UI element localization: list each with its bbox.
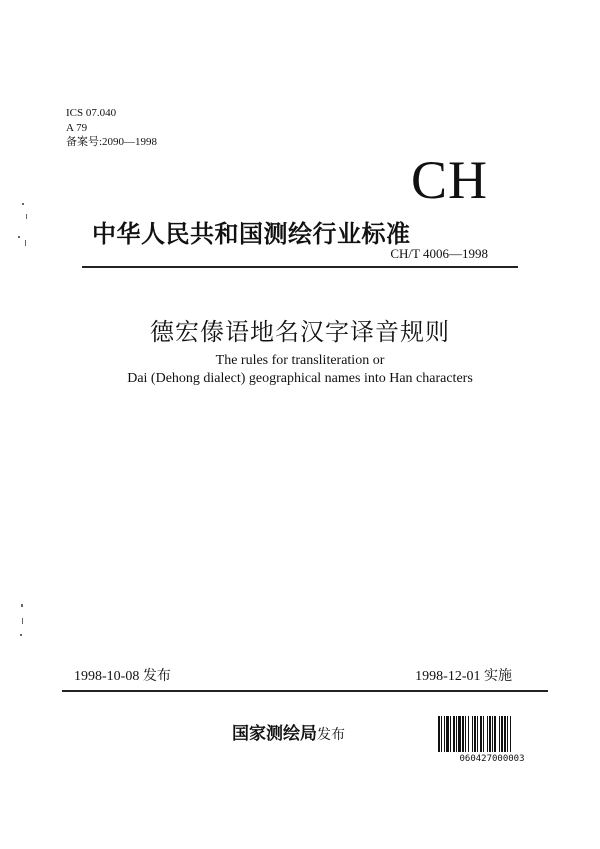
footer-divider [62,690,548,692]
barcode-bar [441,716,442,752]
barcode-number: 060427000003 [459,754,525,764]
barcode-bars [436,716,548,752]
barcode-bar [480,716,482,752]
implementation-date: 1998-12-01 实施 [415,669,512,684]
barcode-bar [474,716,476,752]
barcode [436,716,548,765]
publisher [232,724,345,745]
barcode-bar [504,716,506,752]
ics-code: ICS 07.040 [66,107,117,119]
scan-speck [22,203,24,205]
barcode-bar [483,716,484,752]
standard-title: 中华人民共和国测绘行业标准 [92,220,411,248]
document-title-english-line1: The rules for transliteration or [215,353,385,368]
standard-number: CH/T 4006—1998 [390,246,488,261]
barcode-bar [458,716,461,752]
barcode-bar [487,716,488,752]
scan-speck [22,618,23,624]
barcode-bar [477,716,478,752]
filing-number: 备案号:2090—1998 [66,136,158,148]
scan-speck [21,604,23,607]
barcode-bar [456,716,457,752]
barcode-bar [465,716,466,752]
document-title-chinese: 德宏傣语地名汉字译音规则 [150,318,450,346]
barcode-bar [501,716,503,752]
scan-speck [20,634,22,636]
barcode-bar [462,716,464,752]
barcode-bar [444,716,445,752]
scan-speck [25,240,26,246]
ccs-code: A 79 [66,122,88,134]
document-title-english-line2: Dai (Dehong dialect) geographical names into Han characters [127,371,473,386]
barcode-bar [494,716,496,752]
scan-speck [26,214,27,219]
issue-date: 1998-10-08 发布 [74,669,171,684]
barcode-bar [446,716,449,752]
publisher-name: 国家测绘局 [232,724,317,744]
barcode-bar [468,716,469,752]
barcode-bar [438,716,440,752]
ch-logo: CH [410,150,488,210]
barcode-bar [489,716,491,752]
publisher-suffix: 发布 [317,727,345,743]
header-divider [82,266,518,268]
barcode-bar [507,716,508,752]
barcode-bar [499,716,500,752]
barcode-bar [510,716,511,752]
scan-speck [18,236,20,238]
barcode-bar [450,716,451,752]
barcode-bar [492,716,493,752]
barcode-bar [453,716,455,752]
barcode-bar [472,716,473,752]
